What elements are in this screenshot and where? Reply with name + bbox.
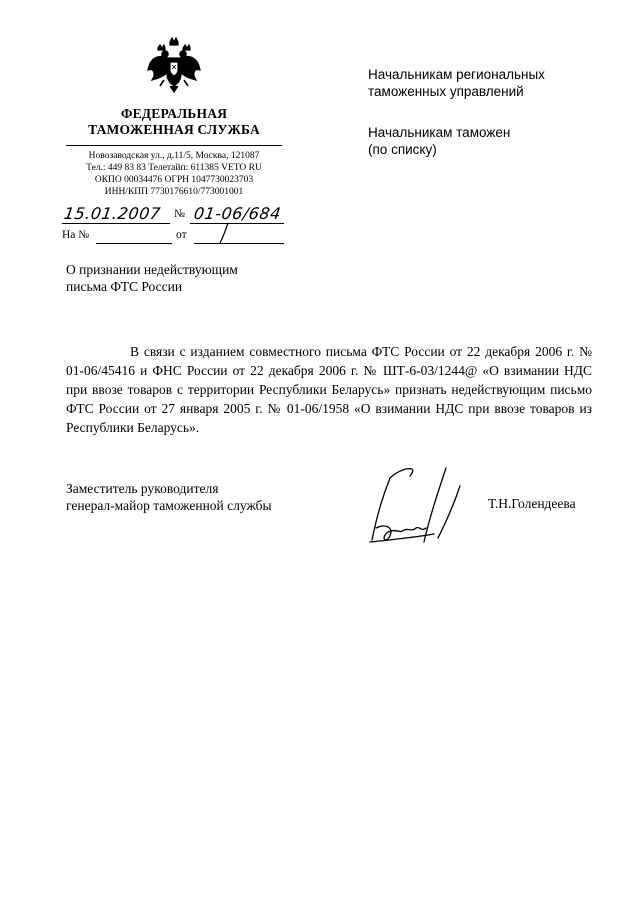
addressee-line2: таможенных управлений xyxy=(368,84,524,99)
number-sign: № xyxy=(174,208,185,220)
registration-line xyxy=(62,204,292,226)
number-underline xyxy=(190,223,284,224)
addressee-line3: Начальникам таможен xyxy=(368,125,511,140)
addressee-block-2 xyxy=(368,124,510,158)
coat-of-arms-icon xyxy=(146,36,202,94)
reference-number-blank xyxy=(96,243,172,244)
agency-phone: Тел.: 449 83 83 Телетайп: 611385 VETO RU xyxy=(86,163,262,173)
agency-name xyxy=(66,106,282,138)
body-paragraph: В связи с изданием совместного письма ФТС России от 22 декабря 2006 г. № 01-06/45416 и ФНС России от 22 декабря 2006 г. № ШТ-6-03/1244@ «О взимании НДС при ввозе товаров с территории Республики Беларусь» признать недействующим письмо ФТС России от 27 января 2005 г. № 01-06/1958 «О взимании НДС при ввозе товаров из Республики Беларусь». xyxy=(66,344,592,435)
agency-inn: ИНН/КПП 7730176610/773001001 xyxy=(104,187,244,197)
addressee-line1: Начальникам региональных xyxy=(368,67,545,82)
signer-name: Т.Н.Голендеева xyxy=(488,496,576,511)
agency-address: Новозаводская ул., д.11/5, Москва, 121087 xyxy=(88,151,260,161)
letter-subject xyxy=(66,261,286,295)
reference-date-blank xyxy=(194,243,284,244)
addressee-line4: (по списку) xyxy=(368,142,437,157)
addressee-block-1 xyxy=(368,66,545,100)
date-underline xyxy=(62,223,170,224)
handwritten-signature xyxy=(350,458,480,553)
registration-number: 01-06/684 xyxy=(192,204,283,223)
agency-name-line1: ФЕДЕРАЛЬНАЯ xyxy=(120,106,228,121)
header-rule xyxy=(66,145,282,146)
agency-codes: ОКПО 00034476 ОГРН 1047730023703 xyxy=(94,175,254,185)
signer-title xyxy=(66,480,272,514)
signer-title-line2: генерал-майор таможенной службы xyxy=(66,498,272,513)
subject-line1: О признании недействующим xyxy=(66,262,238,277)
signer-title-line1: Заместитель руководителя xyxy=(66,481,219,496)
reference-date-label: от xyxy=(176,229,187,241)
reference-line xyxy=(62,229,292,247)
agency-name-line2: ТАМОЖЕННАЯ СЛУЖБА xyxy=(88,122,260,137)
registration-date: 15.01.2007 xyxy=(62,204,162,223)
letter-body xyxy=(66,342,592,437)
agency-contacts xyxy=(66,150,282,198)
pen-stroke-mark xyxy=(212,221,236,245)
reference-number-label: На № xyxy=(62,229,90,241)
subject-line2: письма ФТС России xyxy=(66,279,183,294)
